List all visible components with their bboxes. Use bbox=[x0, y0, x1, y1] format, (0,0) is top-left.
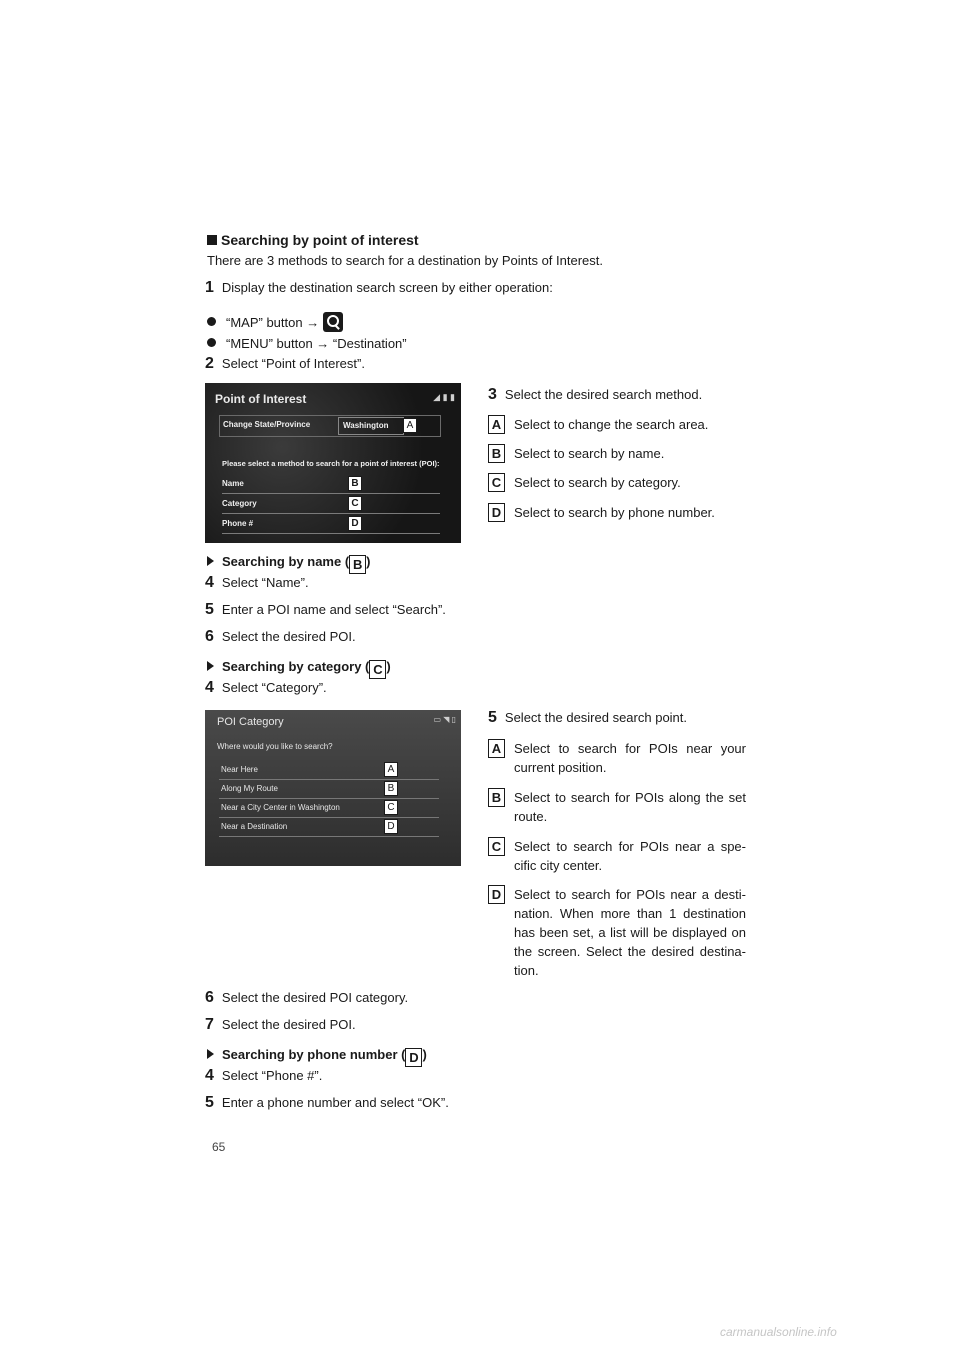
step3-item-c: C Select to search by category. bbox=[488, 473, 748, 493]
screen-prompt: Please select a method to search for a point of interest (POI): bbox=[222, 459, 440, 468]
screen-title: Point of Interest bbox=[215, 392, 307, 406]
subheading-by-name: Searching by name ( B ) bbox=[207, 553, 371, 574]
callout-c: C bbox=[384, 800, 398, 815]
callout-d: D bbox=[384, 819, 398, 834]
square-bullet-icon bbox=[207, 235, 217, 245]
subheading-by-phone: Searching by phone number ( D ) bbox=[207, 1046, 427, 1067]
option-name: Name B bbox=[222, 474, 440, 494]
option-near-destination: Near a Destination D bbox=[219, 817, 439, 837]
page-number: 65 bbox=[212, 1140, 226, 1154]
subheading-by-category: Searching by category ( C ) bbox=[207, 658, 391, 679]
category-step-6: 6 Select the desired POI category. bbox=[205, 989, 409, 1006]
screen-title: POI Category bbox=[217, 716, 284, 728]
category-step-7: 7 Select the desired POI. bbox=[205, 1016, 356, 1033]
phone-step-4: 4 Select “Phone #”. bbox=[205, 1067, 323, 1084]
status-icons: ◢ ▮ ▮ bbox=[433, 392, 455, 402]
option-category: Category C bbox=[222, 494, 440, 514]
callout-b: B bbox=[384, 781, 398, 796]
category-step-4: 4 Select “Category”. bbox=[205, 679, 327, 696]
callout-c: C bbox=[348, 496, 362, 511]
name-step-6: 6 Select the desired POI. bbox=[205, 628, 356, 645]
category-item-b: B Select to search for POIs along the set route. bbox=[488, 788, 748, 828]
callout-a: A bbox=[403, 418, 417, 433]
step3-item-b: B Select to search by name. bbox=[488, 444, 748, 464]
screen-question: Where would you like to search? bbox=[217, 742, 333, 751]
step-3: 3 Select the desired search method. bbox=[488, 386, 703, 403]
step-1: 1 Display the destination search screen by either operation: bbox=[205, 279, 553, 296]
name-step-5: 5 Enter a POI name and select “Search”. bbox=[205, 601, 446, 618]
bullet-dot-icon bbox=[207, 338, 216, 347]
phone-step-5: 5 Enter a phone number and select “OK”. bbox=[205, 1094, 449, 1111]
search-icon bbox=[323, 312, 343, 332]
category-item-a: A Select to search for POIs near your current position. bbox=[488, 739, 748, 779]
callout-a: A bbox=[384, 762, 398, 777]
option-along-route: Along My Route B bbox=[219, 779, 439, 799]
status-icons: ▭ ◥ ▯ bbox=[433, 715, 456, 724]
section-intro: There are 3 methods to search for a destination by Points of Interest. bbox=[207, 253, 603, 268]
poi-screenshot bbox=[205, 383, 461, 543]
bullet-map: “MAP” button → bbox=[207, 312, 343, 332]
option-city-center: Near a City Center in Washington C bbox=[219, 798, 439, 818]
option-phone: Phone # D bbox=[222, 514, 440, 534]
category-step-5: 5 Select the desired search point. bbox=[488, 709, 688, 726]
bullet-dot-icon bbox=[207, 317, 216, 326]
step-2: 2 Select “Point of Interest”. bbox=[205, 355, 365, 372]
step3-item-a: A Select to change the search area. bbox=[488, 415, 748, 435]
name-step-4: 4 Select “Name”. bbox=[205, 574, 309, 591]
poi-category-screenshot bbox=[205, 710, 461, 866]
category-item-d: D Select to search for POIs near a desti-nation. When more than 1 destination has been set, a list will be displayed on the screen. Select the desired destina-tion. bbox=[488, 885, 748, 983]
callout-b: B bbox=[348, 476, 362, 491]
bullet-menu: “MENU” button → “Destination” bbox=[207, 335, 407, 353]
arrow-right-icon bbox=[207, 661, 214, 671]
change-state-row: Change State/Province Washington A bbox=[219, 415, 441, 437]
option-near-here: Near Here A bbox=[219, 760, 439, 780]
arrow-right-icon bbox=[207, 1049, 214, 1059]
category-item-c: C Select to search for POIs near a spe-cific city center. bbox=[488, 837, 748, 877]
section-heading: Searching by point of interest bbox=[207, 232, 419, 248]
watermark: carmanualsonline.info bbox=[720, 1325, 837, 1339]
arrow-right-icon bbox=[207, 556, 214, 566]
step3-item-d: D Select to search by phone number. bbox=[488, 503, 748, 523]
callout-d: D bbox=[348, 516, 362, 531]
